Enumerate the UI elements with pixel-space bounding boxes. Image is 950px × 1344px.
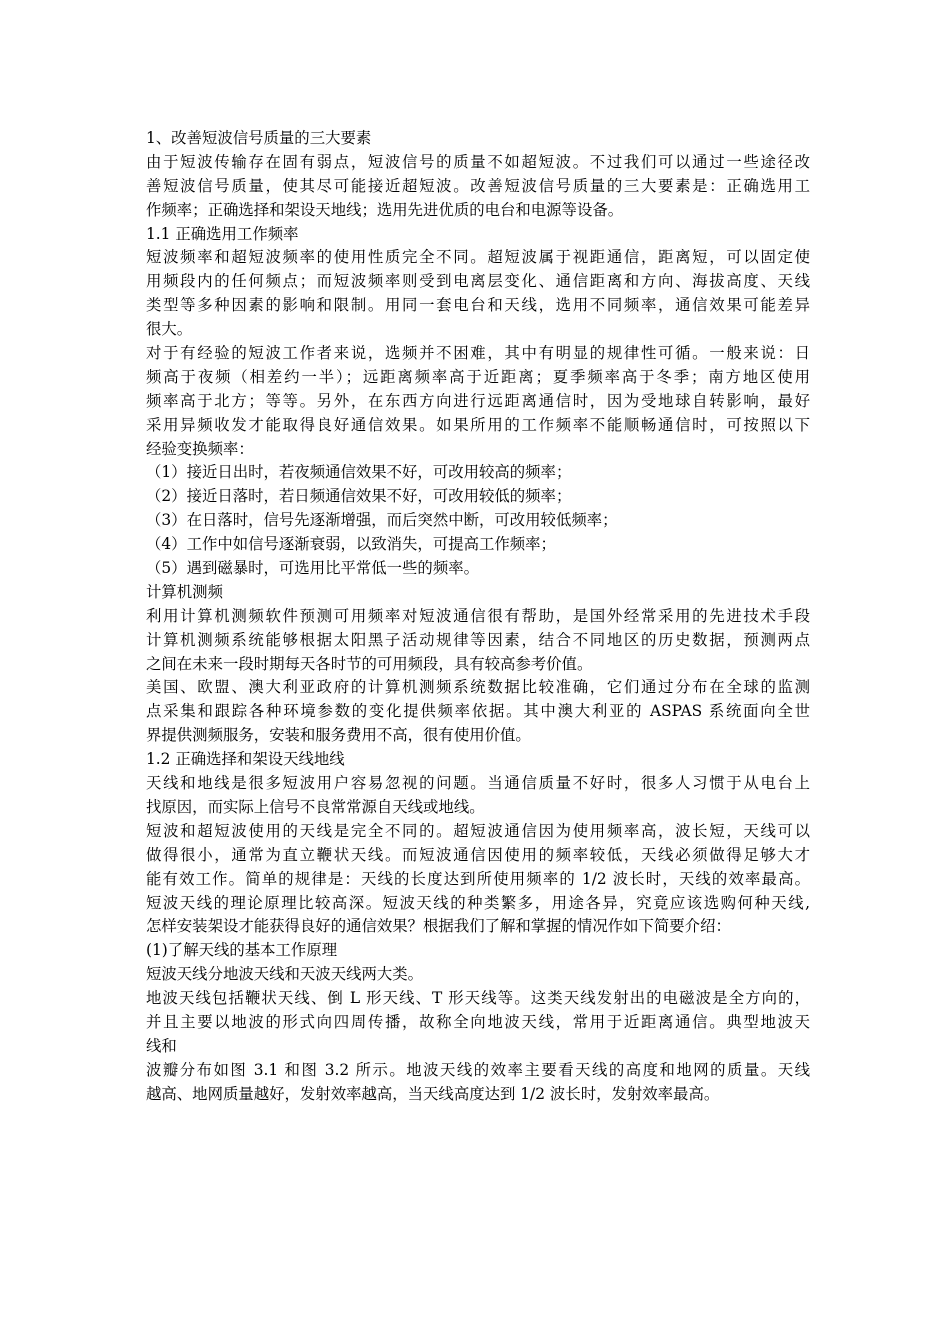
text-line: 天线和地线是很多短波用户容易忽视的问题。当通信质量不好时，很多人习惯于从电台上 bbox=[146, 774, 810, 793]
text-line: 地波天线包括鞭状天线、倒 L 形天线、T 形天线等。这类天线发射出的电磁波是全方向的， bbox=[146, 989, 810, 1008]
text-line: 怎样安装架设才能获得良好的通信效果？根据我们了解和掌握的情况作如下简要介绍： bbox=[146, 917, 731, 936]
text-line: 1、改善短波信号质量的三大要素 bbox=[146, 129, 372, 147]
text-line: 越高、地网质量越好，发射效率越高，当天线高度达到 1/2 波长时，发射效率最高。 bbox=[146, 1084, 720, 1103]
text-line: 1.1 正确选用工作频率 bbox=[146, 224, 299, 243]
text-line: 用频段内的任何频点；而短波频率则受到电离层变化、通信距离和方向、海拔高度、天线 bbox=[146, 272, 810, 291]
text-line: 做得很小，通常为直立鞭状天线。而短波通信因使用的频率较低，天线必须做得足够大才 bbox=[146, 845, 810, 864]
text-line: （4）工作中如信号逐渐衰弱，以致消失，可提高工作频率； bbox=[146, 535, 556, 554]
text-line: 频高于夜频（相差约一半）；远距离频率高于近距离；夏季频率高于冬季；南方地区使用 bbox=[146, 367, 810, 386]
text-line: （1）接近日出时，若夜频通信效果不好，可改用较高的频率； bbox=[146, 463, 572, 482]
text-line: 很大。 bbox=[146, 320, 193, 339]
text-line: 计算机测频 bbox=[146, 582, 223, 601]
text-line: 采用异频收发才能取得良好通信效果。如果所用的工作频率不能顺畅通信时，可按照以下 bbox=[146, 415, 810, 434]
text-line: 短波频率和超短波频率的使用性质完全不同。超短波属于视距通信，距离短，可以固定使 bbox=[146, 248, 810, 267]
text-line: 由于短波传输存在固有弱点，短波信号的质量不如超短波。不过我们可以通过一些途径改 bbox=[146, 152, 810, 171]
text-line: 界提供测频服务，安装和服务费用不高，很有使用价值。 bbox=[146, 726, 531, 745]
text-line: 经验变换频率： bbox=[146, 439, 254, 458]
document-page bbox=[146, 127, 810, 1107]
text-line: 频率高于北方；等等。另外，在东西方向进行远距离通信时，因为受地球自转影响，最好 bbox=[146, 391, 810, 410]
text-line: 作频率；正确选择和架设天地线；选用先进优质的电台和电源等设备。 bbox=[146, 200, 624, 219]
text-line: （5）遇到磁暴时，可选用比平常低一些的频率。 bbox=[146, 559, 479, 578]
text-line: 线和 bbox=[146, 1036, 177, 1055]
text-line: 短波和超短波使用的天线是完全不同的。超短波通信因为使用频率高，波长短，天线可以 bbox=[146, 821, 810, 840]
text-line: 之间在未来一段时期每天各时节的可用频段，具有较高参考价值。 bbox=[146, 654, 593, 673]
text-line: 1.2 正确选择和架设天线地线 bbox=[146, 750, 345, 769]
text-line: 利用计算机测频软件预测可用频率对短波通信很有帮助，是国外经常采用的先进技术手段 bbox=[146, 606, 810, 625]
text-line: （3）在日落时，信号先逐渐增强，而后突然中断，可改用较低频率； bbox=[146, 511, 618, 530]
text-line: 类型等多种因素的影响和限制。用同一套电台和天线，选用不同频率，通信效果可能差异 bbox=[146, 296, 810, 315]
text-line: 善短波信号质量，使其尽可能接近超短波。改善短波信号质量的三大要素是：正确选用工 bbox=[146, 176, 810, 195]
text-line: (1)了解天线的基本工作原理 bbox=[146, 941, 338, 960]
text-line: 波瓣分布如图 3.1 和图 3.2 所示。地波天线的效率主要看天线的高度和地网的质量。天线 bbox=[146, 1060, 810, 1079]
text-line: 能有效工作。简单的规律是：天线的长度达到所使用频率的 1/2 波长时，天线的效率最高。 bbox=[146, 869, 810, 888]
text-line: （2）接近日落时，若日频通信效果不好，可改用较低的频率； bbox=[146, 487, 572, 506]
text-line: 找原因，而实际上信号不良常常源自天线或地线。 bbox=[146, 797, 485, 816]
text-line: 点采集和跟踪各种环境参数的变化提供频率依据。其中澳大利亚的 ASPAS 系统面向全世 bbox=[146, 702, 810, 721]
text-line: 美国、欧盟、澳大利亚政府的计算机测频系统数据比较准确，它们通过分布在全球的监测 bbox=[146, 678, 810, 697]
text-line: 并且主要以地波的形式向四周传播，故称全向地波天线，常用于近距离通信。典型地波天 bbox=[146, 1012, 810, 1031]
text-line: 短波天线的理论原理比较高深。短波天线的种类繁多，用途各异，究竟应该选购何种天线, bbox=[146, 893, 810, 912]
text-line: 对于有经验的短波工作者来说，选频并不困难，其中有明显的规律性可循。一般来说：日 bbox=[146, 344, 810, 363]
text-line: 计算机测频系统能够根据太阳黑子活动规律等因素，结合不同地区的历史数据，预测两点 bbox=[146, 630, 810, 649]
text-line: 短波天线分地波天线和天波天线两大类。 bbox=[146, 965, 424, 984]
